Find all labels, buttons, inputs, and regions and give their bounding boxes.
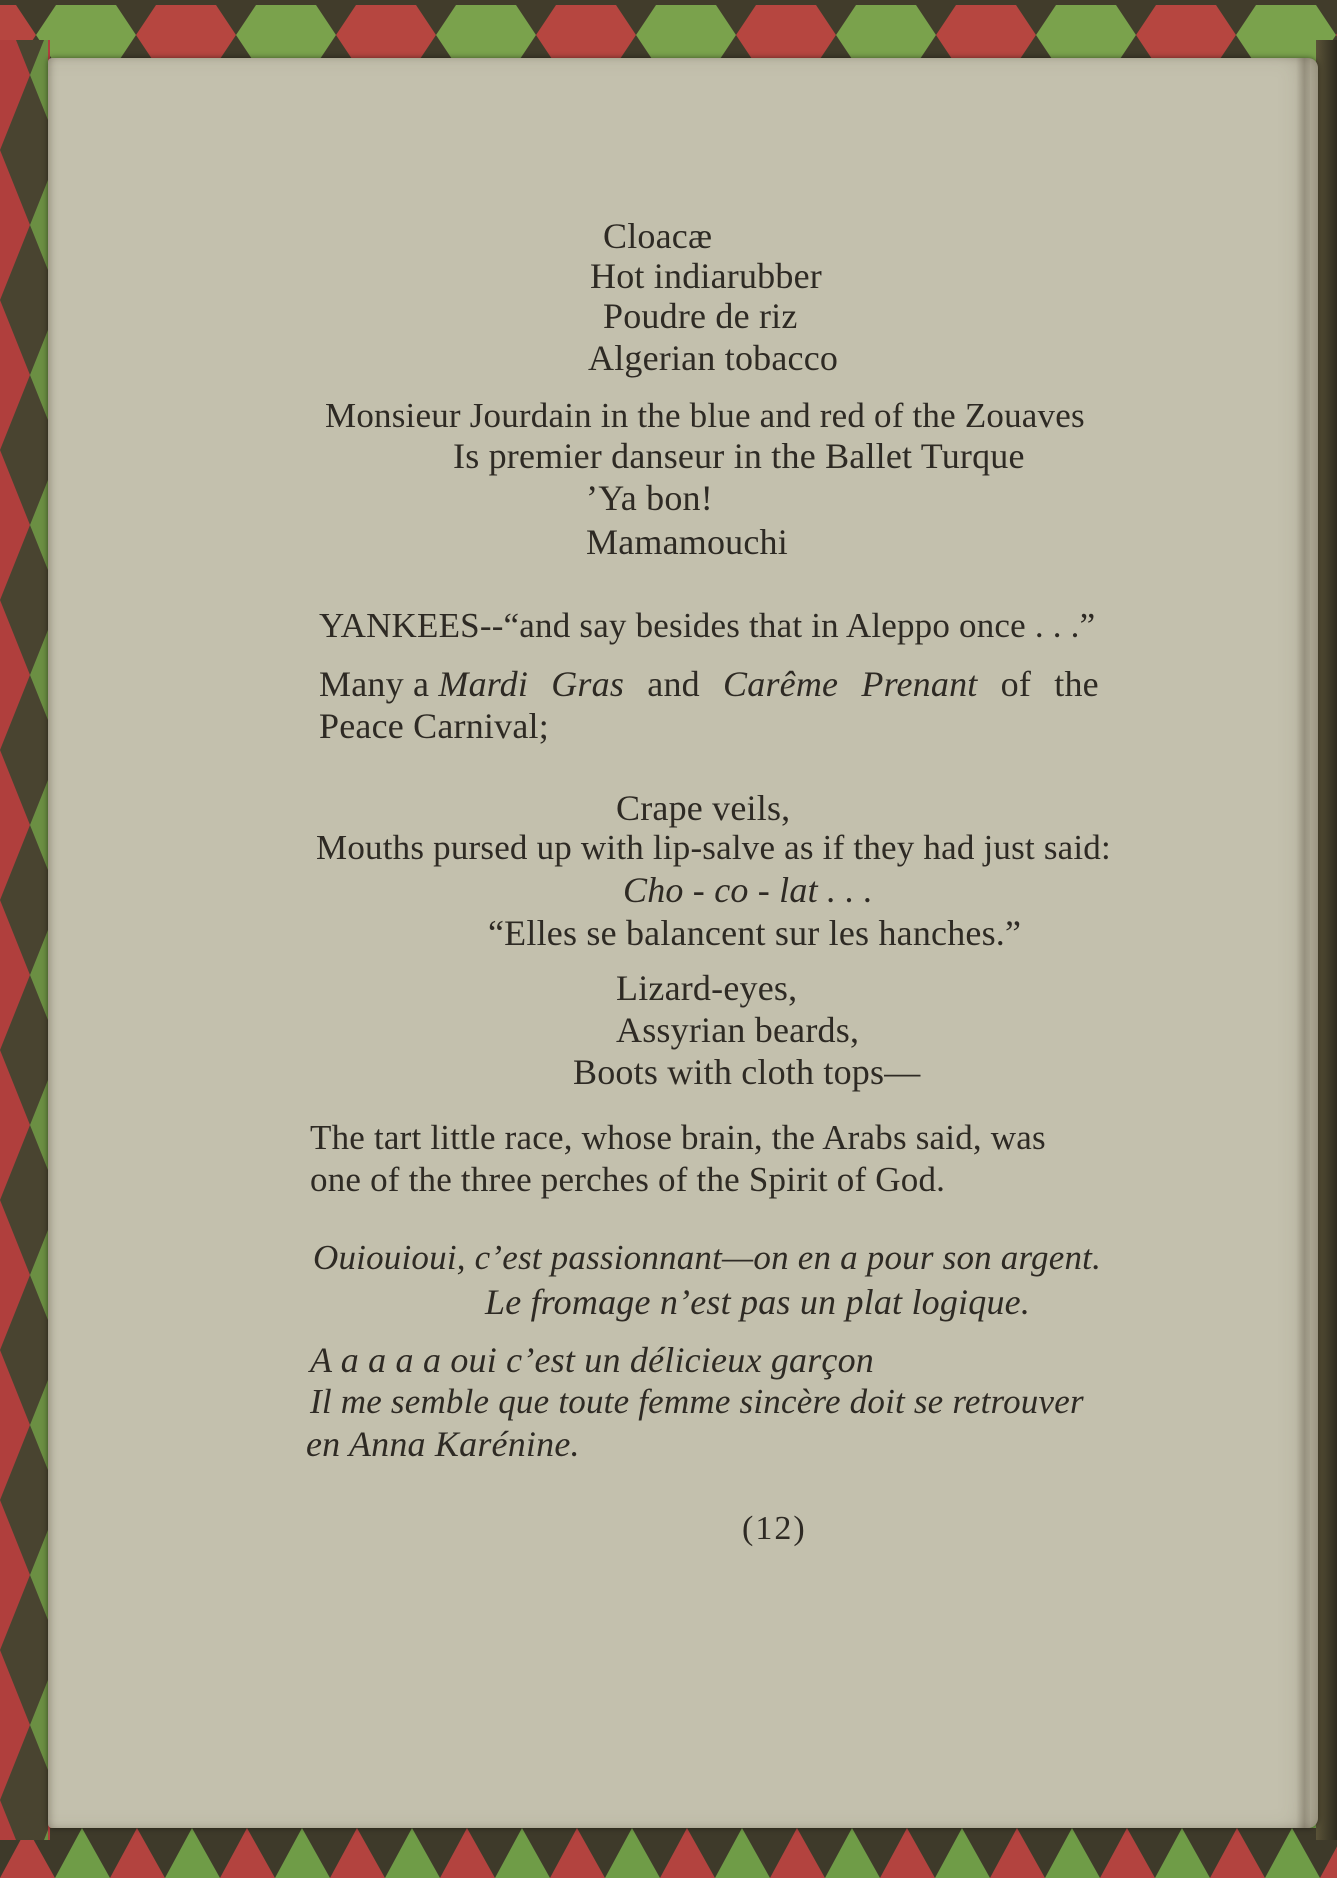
poem-line: Ouiouioui, c’est passionnant—on en a pour son argent. xyxy=(313,1238,1102,1277)
mardi-text: of the xyxy=(977,664,1099,704)
poem-line: Boots with cloth tops— xyxy=(573,1052,921,1092)
poem-line: Mamamouchi xyxy=(586,522,788,562)
poem-line: Algerian tobacco xyxy=(588,338,839,378)
poem-line: Poudre de riz xyxy=(603,296,798,336)
poem-line: Cloacæ xyxy=(603,216,713,256)
careme-prenant-italic: Carême Prenant xyxy=(723,664,978,704)
mardi-text: and xyxy=(624,664,724,704)
poem-line: Crape veils, xyxy=(616,788,791,828)
poem-line: The tart little race, whose brain, the Arabs said, was xyxy=(310,1118,1046,1157)
poem-line: Lizard-eyes, xyxy=(616,968,798,1008)
poem-line: Hot indiarubber xyxy=(590,256,822,296)
poem-line: Monsieur Jourdain in the blue and red of the Zouaves xyxy=(325,396,1085,435)
poem-line: en Anna Karénine. xyxy=(306,1424,580,1464)
poem-line: Le fromage n’est pas un plat logique. xyxy=(485,1282,1031,1322)
poem-line: YANKEES--“and say besides that in Aleppo once . . .” xyxy=(319,606,1096,645)
mardi-gras-italic: Mardi Gras xyxy=(438,664,625,704)
poem-line: A a a a a oui c’est un délicieux garçon xyxy=(310,1340,875,1380)
mardi-gras-line xyxy=(319,664,1099,704)
mardi-text: Many a xyxy=(319,664,439,704)
poem-line: “Elles se balancent sur les hanches.” xyxy=(488,913,1022,953)
poem-line: Peace Carnival; xyxy=(319,706,549,746)
poem-line: one of the three perches of the Spirit of God. xyxy=(310,1160,946,1199)
poem-line: Mouths pursed up with lip-salve as if they had just said: xyxy=(316,828,1111,867)
page-number: (12) xyxy=(742,1510,807,1547)
poem-line: Cho - co - lat . . . xyxy=(623,870,873,910)
poem-line: ’Ya bon! xyxy=(586,478,713,518)
poem-line: Is premier danseur in the Ballet Turque xyxy=(453,436,1025,476)
book-page xyxy=(48,58,1318,1828)
poem-line: Assyrian beards, xyxy=(616,1010,860,1050)
poem-line: Il me semble que toute femme sincère doit se retrouver xyxy=(310,1382,1084,1421)
